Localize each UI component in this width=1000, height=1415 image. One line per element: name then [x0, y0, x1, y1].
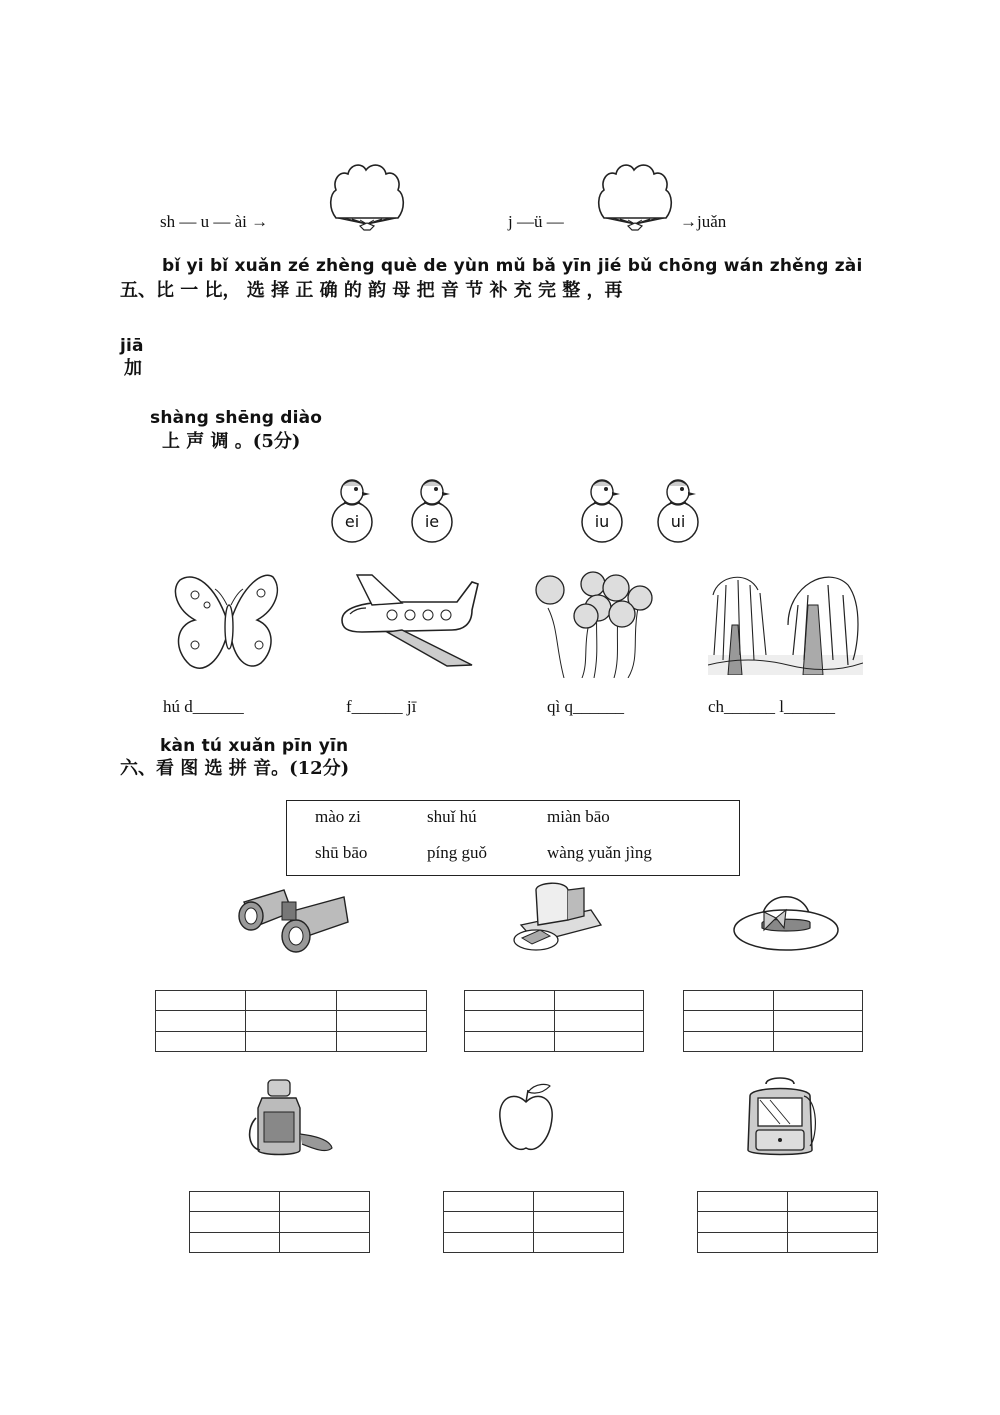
grid-cell[interactable] [156, 991, 246, 1011]
answer-grid-hat[interactable] [683, 990, 863, 1052]
answer-grid-bread[interactable] [464, 990, 644, 1052]
grid-cell[interactable] [534, 1232, 624, 1252]
bird-icon [410, 476, 454, 546]
grid-cell[interactable] [465, 1031, 555, 1051]
grid-cell[interactable] [698, 1212, 788, 1232]
willow-trees-icon [708, 565, 863, 675]
grid-cell[interactable] [465, 991, 555, 1011]
answer-butterfly: hú d______ [163, 697, 244, 716]
word-bank [286, 800, 740, 876]
grid-cell[interactable] [684, 1031, 774, 1051]
grid-cell[interactable] [698, 1232, 788, 1252]
final-label-ui: ui [670, 512, 686, 531]
grid-cell[interactable] [698, 1192, 788, 1212]
grid-cell[interactable] [246, 1031, 336, 1051]
hat-icon [732, 878, 840, 953]
bird-icon [656, 476, 700, 546]
grid-cell[interactable] [444, 1232, 534, 1252]
section5-title-line3: 上 声 调 。(5分) [162, 431, 301, 452]
grid-cell[interactable] [336, 1011, 426, 1031]
word-bank-item: píng guǒ [427, 843, 487, 862]
bird-icon [580, 476, 624, 546]
shell-icon [596, 160, 674, 232]
shell-icon [328, 160, 406, 232]
grid-cell[interactable] [190, 1232, 280, 1252]
bird-icon [330, 476, 374, 546]
water-bottle-icon [246, 1078, 336, 1158]
grid-cell[interactable] [444, 1192, 534, 1212]
grid-cell[interactable] [156, 1031, 246, 1051]
airplane-icon [332, 570, 482, 670]
grid-cell[interactable] [280, 1212, 370, 1232]
section5-pinyin-line3: shàng shēng diào [150, 408, 323, 428]
answer-grid-backpack[interactable] [697, 1191, 878, 1253]
grid-cell[interactable] [773, 1011, 863, 1031]
balloons-icon [528, 568, 663, 678]
grid-cell[interactable] [684, 1011, 774, 1031]
grid-cell[interactable] [773, 991, 863, 1011]
final-bird-iu [580, 476, 624, 546]
grid-cell[interactable] [773, 1031, 863, 1051]
section5-char-jia: 加 [124, 358, 142, 379]
grid-cell[interactable] [246, 1011, 336, 1031]
answer-grid-binoculars[interactable] [155, 990, 427, 1052]
final-bird-ei [330, 476, 374, 546]
section5-pinyin-line1: bǐ yi bǐ xuǎn zé zhèng què de yùn mǔ bǎ yīn jié bǔ chōng wán zhěng zài [162, 256, 863, 276]
bread-icon [506, 880, 606, 955]
grid-cell[interactable] [156, 1011, 246, 1031]
answer-grid-apple[interactable] [443, 1191, 624, 1253]
word-bank-item: mào zi [315, 807, 361, 826]
grid-cell[interactable] [554, 1011, 644, 1031]
grid-cell[interactable] [190, 1192, 280, 1212]
grid-cell[interactable] [444, 1212, 534, 1232]
word-bank-item: shuǐ hú [427, 807, 477, 826]
grid-cell[interactable] [534, 1192, 624, 1212]
final-label-iu: iu [594, 512, 610, 531]
answer-airplane: f______ jī [346, 697, 417, 716]
chain-example-1: sh — u — ài → [160, 212, 269, 231]
binoculars-icon [234, 882, 352, 957]
section5-title-line1: 五、比 一 比， 选 择 正 确 的 韵 母 把 音 节 补 充 完 整 ，再 [120, 280, 623, 301]
final-bird-ui [656, 476, 700, 546]
answer-willows: ch______ l______ [708, 697, 836, 716]
word-bank-item: wàng yuǎn jìng [547, 843, 652, 862]
butterfly-icon [165, 565, 290, 680]
grid-cell[interactable] [465, 1011, 555, 1031]
grid-cell[interactable] [280, 1192, 370, 1212]
answer-grid-water-bottle[interactable] [189, 1191, 370, 1253]
grid-cell[interactable] [534, 1212, 624, 1232]
grid-cell[interactable] [336, 1031, 426, 1051]
grid-cell[interactable] [190, 1212, 280, 1232]
grid-cell[interactable] [788, 1192, 878, 1212]
grid-cell[interactable] [788, 1232, 878, 1252]
final-label-ie: ie [424, 512, 440, 531]
grid-cell[interactable] [684, 991, 774, 1011]
grid-cell[interactable] [788, 1212, 878, 1232]
chain-result-2: →juǎn [680, 212, 727, 231]
final-bird-ie [410, 476, 454, 546]
word-bank-item: shū bāo [315, 843, 368, 862]
word-bank-item: miàn bāo [547, 807, 610, 826]
chain-example-2: j —ü — [508, 212, 564, 231]
apple-icon [496, 1080, 556, 1155]
grid-cell[interactable] [246, 991, 336, 1011]
section5-pinyin-jia: jiā [120, 336, 144, 356]
grid-cell[interactable] [336, 991, 426, 1011]
grid-cell[interactable] [554, 991, 644, 1011]
section6-title: 六、看 图 选 拼 音。(12分) [120, 758, 350, 779]
final-label-ei: ei [344, 512, 360, 531]
grid-cell[interactable] [280, 1232, 370, 1252]
grid-cell[interactable] [554, 1031, 644, 1051]
backpack-icon [740, 1076, 820, 1158]
answer-balloons: qì q______ [547, 697, 624, 716]
section6-pinyin: kàn tú xuǎn pīn yīn [160, 736, 349, 756]
